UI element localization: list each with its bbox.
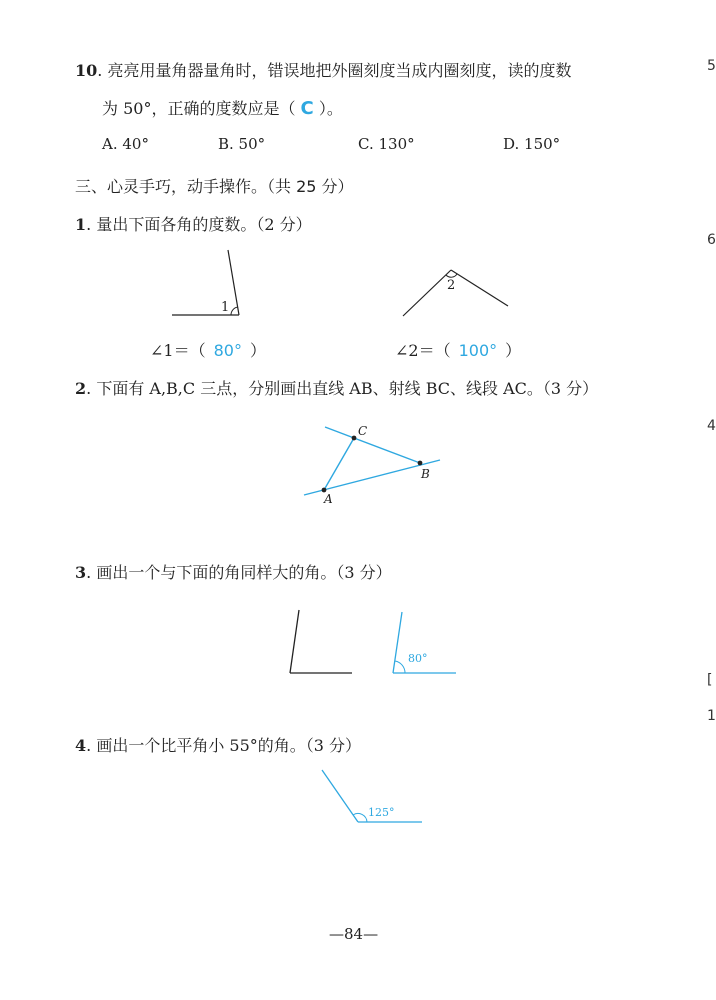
question-text: . 量出下面各角的度数。（2 分） [86, 215, 312, 234]
label-a: A [324, 492, 333, 506]
question-text: ）。 [318, 99, 343, 118]
answer-text: C [300, 98, 314, 119]
answer-suffix: ） [249, 341, 266, 360]
answer-value: 80° [213, 341, 242, 360]
question-3 [75, 560, 392, 583]
angle-2-figure [403, 270, 508, 316]
angle-2-mark: 2 [447, 278, 456, 293]
answer-prefix: ∠1＝（ [150, 341, 206, 360]
choice-a: A. 40° [102, 135, 149, 153]
question-number: 1 [75, 215, 87, 234]
answer-suffix: ） [505, 341, 522, 360]
given-angle-figure [290, 610, 352, 673]
point-b [418, 461, 423, 466]
edge-glyph: [ [707, 672, 713, 688]
question-text: . 画出一个与下面的角同样大的角。（3 分） [86, 563, 392, 582]
drawn-angle-80-figure [393, 612, 456, 673]
answer-angle-1 [150, 338, 266, 361]
angle-label-125: 125° [368, 806, 395, 819]
drawn-angle-125-figure [322, 770, 422, 822]
angle-label-80: 80° [408, 652, 428, 665]
segment-ac [324, 438, 354, 490]
question-text: . 画出一个比平角小 55°的角。（3 分） [86, 736, 362, 755]
question-number: 10 [75, 61, 98, 80]
ray-bc [325, 427, 420, 463]
question-number: 2 [75, 379, 87, 398]
edge-glyph: 1 [707, 708, 716, 724]
answer-prefix: ∠2＝（ [395, 341, 451, 360]
question-text: 为 50°，正确的度数应是（ [102, 99, 296, 118]
question-number: 4 [75, 736, 87, 755]
section-title: 三、心灵手巧，动手操作。（共 25 分） [75, 177, 354, 196]
choice-d: D. 150° [503, 135, 561, 153]
choice-b: B. 50° [218, 135, 266, 153]
edge-glyph: 6 [707, 232, 716, 248]
edge-glyph: 4 [707, 418, 716, 434]
answer-angle-2 [395, 338, 521, 361]
question-text: . 下面有 A,B,C 三点，分别画出直线 AB、射线 BC、线段 AC。（3 分） [86, 379, 599, 398]
answer-value: 100° [458, 341, 498, 360]
question-number: 3 [75, 563, 87, 582]
question-4 [75, 733, 361, 756]
angle-1-figure [172, 250, 239, 315]
question-text: . 亮亮用量角器量角时，错误地把外圈刻度当成内圈刻度，读的度数 [97, 61, 572, 80]
choice-c: C. 130° [358, 135, 415, 153]
label-b: B [421, 467, 430, 481]
label-c: C [358, 424, 368, 438]
points-figure [304, 424, 440, 506]
angle-1-mark: 1 [221, 300, 230, 315]
page-number: —84— [329, 925, 379, 943]
edge-glyph: 5 [707, 58, 716, 74]
question-2 [75, 376, 598, 399]
point-c [352, 436, 357, 441]
